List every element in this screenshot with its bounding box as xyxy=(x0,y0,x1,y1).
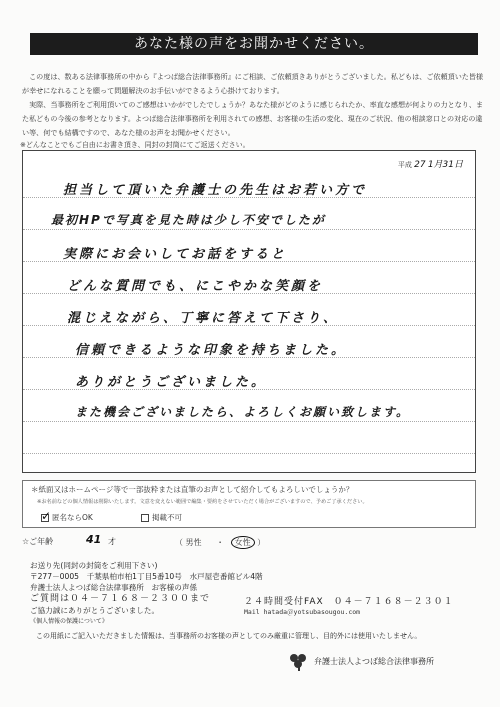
handwritten-line-8: また機会ございましたら、よろしくお願い致します。 xyxy=(75,405,411,419)
letter-date xyxy=(398,157,463,170)
mailing-address: 〒277－0005 千葉県柏市柏1丁目5番10号 水戸屋壱番館ビル4階 xyxy=(30,572,263,582)
handwritten-line-7: ありがとうございました。 xyxy=(75,375,268,390)
date-era: 平成 xyxy=(397,161,412,169)
rule-line xyxy=(23,453,475,454)
sex-female-option-circled[interactable]: 女性 xyxy=(231,536,255,549)
consent-section xyxy=(22,480,476,528)
rule-line xyxy=(23,229,475,230)
clover-icon xyxy=(290,652,308,670)
handwritten-line-1: 担当して頂いた弁護士の先生はお若い方で xyxy=(63,183,368,198)
option-anonymous-label: 匿名ならOK xyxy=(52,513,93,522)
privacy-heading: 《個人情報の保護について》 xyxy=(30,618,108,626)
age-value: 41 xyxy=(86,533,102,546)
handwritten-line-5: 混じえながら、丁寧に答えて下さり、 xyxy=(67,311,340,326)
handwritten-letter-box xyxy=(22,150,476,473)
sex-male-option[interactable]: 男性 xyxy=(185,538,202,547)
sex-selection xyxy=(175,536,265,549)
email-address: Mail hatada＠yotsubasougou.com xyxy=(244,608,361,616)
firm-name: 弁護士法人よつば総合法律事務所 xyxy=(314,656,434,666)
date-year-handwritten: 27 xyxy=(414,160,426,170)
phone-inquiry: ご質問は０４－７１６８－２３００まで xyxy=(30,593,211,604)
consent-question: ＊紙面又はホームページ等で一部抜粋または直筆のお声として紹介してもよろしいでしょうか？ xyxy=(31,485,354,494)
consent-note: ※お名前などの個人情報は削除いたします。文意を変えない範囲で編集・要約をさせていただく場合がございますので、予めご了承ください。 xyxy=(37,499,368,505)
handwritten-line-2: 最初HPで写真を見た時は少し不安でしたが xyxy=(51,213,326,227)
mailing-label: お送り先(同封の封筒をご利用下さい) xyxy=(30,561,158,570)
sex-paren-open: （ xyxy=(175,538,183,547)
age-label: ☆ご年齢 xyxy=(22,537,54,546)
intro-paragraph-1: この度は、数ある法律事務所の中から『よつば総合法律事務所』にご相談、ご依頼頂きありがとうございました。私どもは、ご依頼頂いた皆様が幸せになれることを願って問題解決のお手伝いができるよう心掛けております。 xyxy=(22,72,484,95)
mailing-recipient: 弁護士法人よつば総合法律事務所 お客様の声係 xyxy=(30,583,198,593)
checkbox-no-publish[interactable] xyxy=(141,514,149,522)
age-unit: 才 xyxy=(108,537,116,546)
handwritten-line-4: どんな質問でも、にこやかな笑顔を xyxy=(67,279,324,294)
firm-signature xyxy=(290,652,434,670)
sex-paren-close: ） xyxy=(257,538,266,547)
checkbox-anonymous[interactable] xyxy=(41,514,49,522)
handwritten-line-3: 実際にお会いしてお話をすると xyxy=(63,247,288,262)
fax-number: ２４時間受付FAX ０４－７１６８－２３０１ xyxy=(244,597,454,607)
free-writing-note: ※どんなことでもご自由にお書き頂き、同封の封筒にてご返送ください。 xyxy=(20,141,250,149)
sex-separator: ・ xyxy=(216,538,225,547)
option-anonymous[interactable] xyxy=(41,512,93,523)
option-no-publish[interactable] xyxy=(141,512,182,523)
form-title: あなた様の声をお聞かせください。 xyxy=(30,33,478,55)
date-month-day: 1月31日 xyxy=(427,160,463,170)
thanks-text: ご協力誠にありがとうございました。 xyxy=(30,605,160,615)
intro-paragraph-2: 実際、当事務所をご利用頂いてのご感想はいかがでしたでしょうか？あなた様がどのように感じられたか、率直な感想が何よりの力となり、また私どもの今後の参考となります。よつば総合法律事務所を利用されての感想、お客様の生活の変化、現在のご状況、他の相談窓口との対応の違い等、何でも結構ですので、あなた様のお声をお聞かせください。 xyxy=(22,100,484,137)
rule-line xyxy=(23,421,475,422)
intro-text xyxy=(22,70,484,140)
contact-info xyxy=(30,560,263,627)
privacy-statement: この用紙にご記入いただきました情報は、当事務所のお客様の声としてのみ厳重に管理し、目的外には使用いたしません。 xyxy=(36,632,422,640)
option-no-publish-label: 掲載不可 xyxy=(152,513,182,522)
handwritten-line-6: 信頼できるような印象を持ちました。 xyxy=(75,343,348,358)
